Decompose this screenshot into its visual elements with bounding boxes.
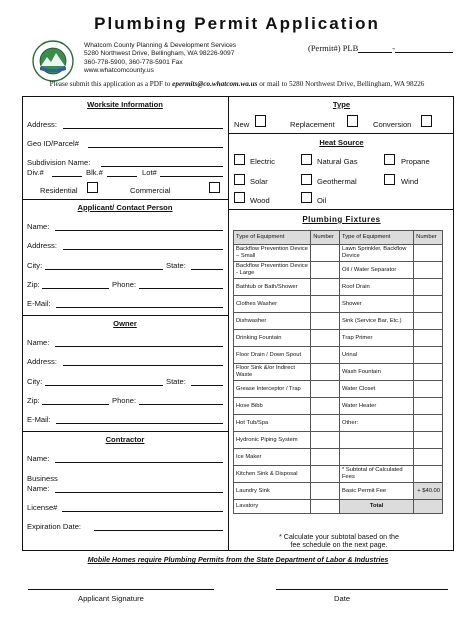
divider-owner	[22, 315, 228, 316]
fixture-number-input[interactable]	[414, 313, 443, 330]
table-row	[234, 296, 443, 313]
contractor-business-input[interactable]	[55, 492, 223, 493]
fixture-type: Lawn Sprinkler, Backflow Device	[340, 245, 414, 262]
applicant-city-input[interactable]	[45, 269, 163, 270]
divider-fixtures	[229, 209, 454, 210]
mobile-homes-rest: require Plumbing Permits from the State Department of Labor & Industries	[135, 556, 389, 564]
submit-instructions	[0, 80, 474, 88]
applicant-address-label: Address:	[27, 241, 57, 250]
fixture-number-input[interactable]	[311, 415, 340, 432]
owner-name-label: Name:	[27, 338, 50, 347]
worksite-div-input[interactable]	[52, 176, 82, 177]
worksite-lot-label: Lot#	[142, 168, 157, 177]
type-replacement-checkbox[interactable]	[347, 115, 358, 127]
fixture-type: Other:	[340, 415, 414, 432]
applicant-heading: Applicant/ Contact Person	[77, 203, 173, 212]
fixture-type: Water Closet	[340, 381, 414, 398]
fixture-number-input[interactable]	[311, 483, 340, 500]
commercial-checkbox[interactable]	[209, 182, 220, 193]
table-row	[234, 279, 443, 296]
table-row	[234, 415, 443, 432]
fixture-type: Trap Primer	[340, 330, 414, 347]
fixture-type: Urinal	[340, 347, 414, 364]
submit-post: or mail to 5280 Northwest Drive, Bellingham, WA 98226	[257, 80, 425, 88]
heat-electric-checkbox[interactable]	[234, 154, 245, 165]
fixture-type: Floor Sink &/or Indirect Waste	[234, 364, 311, 381]
fixture-type: Hot Tub/Spa	[234, 415, 311, 432]
permit-number-input-2[interactable]	[395, 45, 453, 53]
heat-propane-label: Propane	[401, 157, 430, 166]
fixture-type: Backflow Prevention Device – Small	[234, 245, 311, 262]
fixture-type: Water Heater	[340, 398, 414, 415]
worksite-subdivision-label: Subdivision Name:	[27, 158, 91, 167]
type-new-label: New	[234, 120, 250, 129]
heat-propane-checkbox[interactable]	[384, 154, 395, 165]
mobile-homes-note	[22, 556, 454, 564]
contractor-license-label: License#	[27, 503, 58, 512]
applicant-email-label: E-Mail:	[27, 299, 51, 308]
fixture-number-input[interactable]	[311, 432, 340, 449]
calc-note-line-1: * Calculate your subtotal based on the	[279, 533, 399, 541]
fixture-type: Backflow Prevention Device - Large	[234, 262, 311, 279]
fixture-type	[340, 432, 414, 449]
fixture-type: Laundry Sink	[234, 483, 311, 500]
type-heading: Type	[332, 100, 351, 109]
heat-heading: Heat Source	[319, 138, 364, 147]
whatcom-county-seal-icon	[32, 40, 74, 82]
contractor-license-input[interactable]	[62, 511, 223, 512]
table-row	[234, 483, 443, 500]
fixture-number-input[interactable]	[311, 296, 340, 313]
fixtures-col-number-right: Number	[414, 231, 443, 245]
fixture-type: Sink (Service Bar, Etc.)	[340, 313, 414, 330]
mobile-homes-strong: Mobile Homes	[87, 556, 136, 564]
residential-label: Residential	[40, 186, 78, 195]
fixtures-col-number-left: Number	[311, 231, 340, 245]
fixture-number-input[interactable]	[414, 432, 443, 449]
fixture-number-input[interactable]	[311, 313, 340, 330]
agency-street: 5280 Northwest Drive, Bellingham, WA 98226-9097	[84, 50, 235, 58]
applicant-name-label: Name:	[27, 222, 50, 231]
fixtures-table	[233, 230, 443, 514]
submit-pre: Please submit this application as a PDF to	[49, 80, 173, 88]
fixture-number-input[interactable]	[311, 449, 340, 466]
fixture-number-input[interactable]	[414, 398, 443, 415]
worksite-geo-label: Geo ID/Parcel#	[27, 139, 79, 148]
fixtures-header-row	[234, 231, 443, 245]
signature-date-input[interactable]	[276, 589, 448, 590]
fixture-number-input[interactable]	[414, 381, 443, 398]
total-label: Total	[340, 500, 414, 514]
table-row	[234, 262, 443, 279]
fixture-type: Kitchen Sink & Disposal	[234, 466, 311, 483]
fixture-number-input[interactable]	[311, 330, 340, 347]
submit-email-link[interactable]: epermits@co.whatcom.wa.us	[172, 80, 258, 88]
owner-email-label: E-Mail:	[27, 415, 51, 424]
agency-phone: 360-778-5900, 360-778-5901 Fax	[84, 58, 183, 66]
fixture-type	[340, 449, 414, 466]
applicant-zip-label: Zip:	[27, 280, 40, 289]
worksite-blk-input[interactable]	[107, 176, 137, 177]
heat-geothermal-checkbox[interactable]	[301, 174, 312, 185]
calc-note-line-2: fee schedule on the next page.	[290, 541, 388, 550]
page-title: Plumbing Permit Application	[94, 14, 380, 33]
fixture-number-input[interactable]	[311, 347, 340, 364]
owner-state-label: State:	[166, 377, 186, 386]
fixture-type: Grease Interceptor / Trap	[234, 381, 311, 398]
applicant-phone-label: Phone:	[112, 280, 137, 289]
fixture-type: Oil / Water Separator	[340, 262, 414, 279]
owner-email-input[interactable]	[56, 423, 223, 424]
owner-state-input[interactable]	[191, 385, 223, 386]
fixtures-col-type-left: Type of Equipment	[234, 231, 311, 245]
heat-wood-label: Wood	[250, 196, 270, 205]
fixture-type: Hose Bibb	[234, 398, 311, 415]
fixture-type: Clothes Washer	[234, 296, 311, 313]
fixture-type: Dishwasher	[234, 313, 311, 330]
heat-solar-label: Solar	[250, 177, 268, 186]
divider-applicant	[22, 199, 228, 200]
owner-address-label: Address:	[27, 357, 57, 366]
type-conversion-checkbox[interactable]	[421, 115, 432, 127]
heat-oil-checkbox[interactable]	[301, 192, 312, 203]
owner-address-input[interactable]	[63, 365, 223, 366]
applicant-signature-input[interactable]	[28, 589, 214, 590]
owner-city-label: City:	[27, 377, 43, 386]
column-divider	[228, 96, 229, 551]
contractor-name-label: Name:	[27, 454, 50, 463]
table-row	[234, 500, 443, 514]
applicant-phone-input[interactable]	[139, 288, 223, 289]
owner-zip-label: Zip:	[27, 396, 40, 405]
worksite-subdivision-input[interactable]	[101, 166, 223, 167]
fixtures-col-type-right: Type of Equipment	[340, 231, 414, 245]
fixture-type: Hydronic Piping System	[234, 432, 311, 449]
fixture-number-input[interactable]	[311, 500, 340, 514]
fixture-number-input[interactable]	[414, 347, 443, 364]
table-row	[234, 449, 443, 466]
fixture-number-input[interactable]	[311, 466, 340, 483]
applicant-email-input[interactable]	[56, 307, 223, 308]
fixture-number-input[interactable]	[414, 262, 443, 279]
type-conversion-label: Conversion	[373, 120, 412, 129]
divider-heat	[229, 133, 454, 134]
owner-heading: Owner	[113, 319, 137, 328]
fixture-type: Roof Drain	[340, 279, 414, 296]
worksite-lot-input[interactable]	[160, 176, 223, 177]
fixture-number-input[interactable]	[414, 415, 443, 432]
commercial-label: Commercial	[130, 186, 171, 195]
owner-city-input[interactable]	[45, 385, 163, 386]
table-row	[234, 330, 443, 347]
heat-wood-checkbox[interactable]	[234, 192, 245, 203]
table-row	[234, 432, 443, 449]
fixture-number-input[interactable]	[311, 364, 340, 381]
basic-fee-value: + $40.00	[414, 483, 443, 500]
subtotal-label: * Subtotal of Calculated Fees	[340, 466, 414, 483]
divider-contractor	[22, 431, 228, 432]
worksite-address-input[interactable]	[63, 128, 223, 129]
total-input[interactable]	[414, 500, 443, 514]
calculation-note	[232, 533, 446, 550]
applicant-name-input[interactable]	[55, 230, 223, 231]
table-row	[234, 347, 443, 364]
fixture-number-input[interactable]	[311, 262, 340, 279]
contractor-business-label-2: Name:	[27, 484, 50, 493]
fixture-number-input[interactable]	[414, 279, 443, 296]
owner-phone-input[interactable]	[139, 404, 223, 405]
signature-date-label: Date	[334, 594, 351, 603]
contractor-expiration-input[interactable]	[94, 530, 223, 531]
fixture-number-input[interactable]	[414, 296, 443, 313]
fixture-type: Ice Maker	[234, 449, 311, 466]
fixture-type: Floor Drain / Down Spout	[234, 347, 311, 364]
applicant-address-input[interactable]	[63, 249, 223, 250]
fixture-type: Lavatory	[234, 500, 311, 514]
worksite-div-label: Div.#	[27, 168, 44, 177]
heat-wind-label: Wind	[401, 177, 419, 186]
agency-website: www.whatcomcounty.us	[84, 66, 154, 74]
heat-electric-label: Electric	[250, 157, 275, 166]
type-new-checkbox[interactable]	[255, 115, 266, 127]
fixture-number-input[interactable]	[414, 330, 443, 347]
heat-natural-gas-label: Natural Gas	[317, 157, 358, 166]
permit-number-field[interactable]	[308, 43, 453, 53]
fixture-number-input[interactable]	[414, 245, 443, 262]
worksite-blk-label: Blk.#	[86, 168, 103, 177]
fixture-type: Shower	[340, 296, 414, 313]
owner-zip-input[interactable]	[42, 404, 109, 405]
fixture-type: Wash Fountain	[340, 364, 414, 381]
contractor-expiration-label: Expiration Date:	[27, 522, 82, 531]
table-row	[234, 466, 443, 483]
owner-name-input[interactable]	[55, 346, 223, 347]
owner-phone-label: Phone:	[112, 396, 137, 405]
worksite-geo-input[interactable]	[88, 147, 223, 148]
worksite-address-label: Address:	[27, 120, 57, 129]
applicant-signature-label: Applicant Signature	[78, 594, 144, 603]
contractor-heading: Contractor	[105, 435, 145, 444]
applicant-city-label: City:	[27, 261, 43, 270]
fixture-number-input[interactable]	[311, 279, 340, 296]
fixture-number-input[interactable]	[414, 449, 443, 466]
residential-checkbox[interactable]	[87, 182, 98, 193]
contractor-name-input[interactable]	[55, 462, 223, 463]
heat-wind-checkbox[interactable]	[384, 174, 395, 185]
heat-natural-gas-checkbox[interactable]	[301, 154, 312, 165]
applicant-zip-input[interactable]	[42, 288, 109, 289]
applicant-state-input[interactable]	[191, 269, 223, 270]
contractor-business-label-1: Business	[27, 474, 58, 483]
heat-oil-label: Oil	[317, 196, 327, 205]
type-replacement-label: Replacement	[290, 120, 335, 129]
table-row	[234, 245, 443, 262]
fixture-number-input[interactable]	[311, 398, 340, 415]
worksite-heading: Worksite Information	[87, 100, 163, 109]
table-row	[234, 364, 443, 381]
table-row	[234, 313, 443, 330]
fixture-number-input[interactable]	[311, 381, 340, 398]
fixture-number-input[interactable]	[414, 364, 443, 381]
heat-solar-checkbox[interactable]	[234, 174, 245, 185]
permit-number-label: (Permit#) PLB	[308, 43, 359, 53]
fixture-type: Drinking Fountain	[234, 330, 311, 347]
agency-address-block	[84, 42, 236, 75]
fixtures-heading: Plumbing Fixtures	[302, 215, 381, 224]
fixture-type: Bathtub or Bath/Shower	[234, 279, 311, 296]
heat-geothermal-label: Geothermal	[317, 177, 357, 186]
permit-number-input-1[interactable]	[358, 45, 392, 53]
permit-number-dash: -	[392, 43, 396, 53]
subtotal-input[interactable]	[414, 466, 443, 483]
agency-name: Whatcom County Planning & Development Services	[84, 42, 237, 49]
table-row	[234, 398, 443, 415]
basic-fee-label: Basic Permit Fee	[340, 483, 414, 500]
table-row	[234, 381, 443, 398]
applicant-state-label: State:	[166, 261, 186, 270]
fixture-number-input[interactable]	[311, 245, 340, 262]
